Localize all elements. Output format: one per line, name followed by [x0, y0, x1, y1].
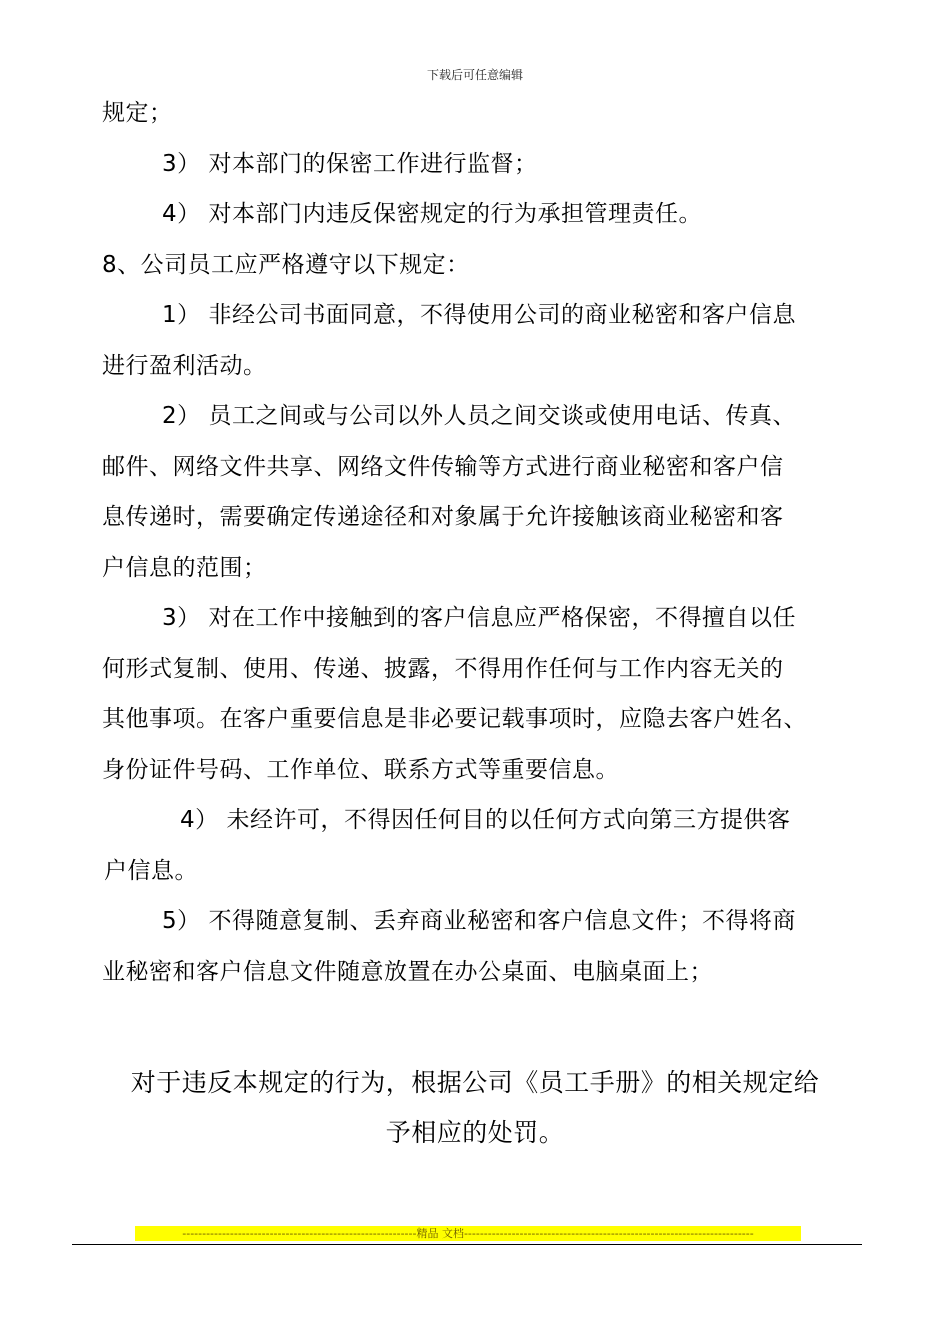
footer-dashes-left: -----------------------------------------------------------: [182, 1227, 417, 1240]
closing-line-1: 对于违反本规定的行为，根据公司《员工手册》的相关规定给: [130, 1068, 820, 1097]
text-line: 4） 未经许可，不得因任何目的以任何方式向第三方提供客: [180, 807, 791, 833]
text-line: 其他事项。在客户重要信息是非必要记载事项时，应隐去客户姓名、: [102, 706, 807, 732]
footer-rule: [72, 1244, 862, 1245]
text-line: 3） 对在工作中接触到的客户信息应严格保密，不得擅自以任: [162, 605, 796, 631]
text-line: 何形式复制、使用、传递、披露，不得用作任何与工作内容无关的: [102, 655, 784, 682]
text-line: 2） 员工之间或与公司以外人员之间交谈或使用电话、传真、: [162, 403, 796, 429]
text-line: 身份证件号码、工作单位、联系方式等重要信息。: [102, 756, 619, 783]
text-line: 业秘密和客户信息文件随意放置在办公桌面、电脑桌面上；: [102, 958, 713, 985]
footer-label: 精品 文档: [416, 1227, 464, 1240]
text-line: 户信息。: [104, 857, 198, 884]
text-line: 息传递时，需要确定传递途径和对象属于允许接触该商业秘密和客: [102, 504, 784, 530]
section-heading: 8、公司员工应严格遵守以下规定：: [102, 251, 470, 278]
text-line: 5） 不得随意复制、丢弃商业秘密和客户信息文件；不得将商: [162, 908, 796, 934]
text-line: 规定；: [102, 100, 173, 126]
footer-dashes-right: -------------------------------------------------------------------------: [463, 1227, 754, 1240]
text-line: 1） 非经公司书面同意，不得使用公司的商业秘密和客户信息: [162, 302, 796, 328]
text-line: 户信息的范围；: [102, 554, 267, 581]
text-line: 进行盈利活动。: [102, 352, 267, 379]
text-line: 邮件、网络文件共享、网络文件传输等方式进行商业秘密和客户信: [102, 453, 784, 480]
footer-band: [135, 1226, 801, 1241]
text-line: 4） 对本部门内违反保密规定的行为承担管理责任。: [162, 201, 702, 227]
closing-line-2: 予相应的处罚。: [385, 1118, 565, 1147]
closing-statement: [40, 1058, 910, 1158]
page-header: 下载后可任意编辑: [426, 68, 523, 82]
text-line: 3） 对本部门的保密工作进行监督；: [162, 150, 538, 177]
document-body: [102, 88, 862, 997]
